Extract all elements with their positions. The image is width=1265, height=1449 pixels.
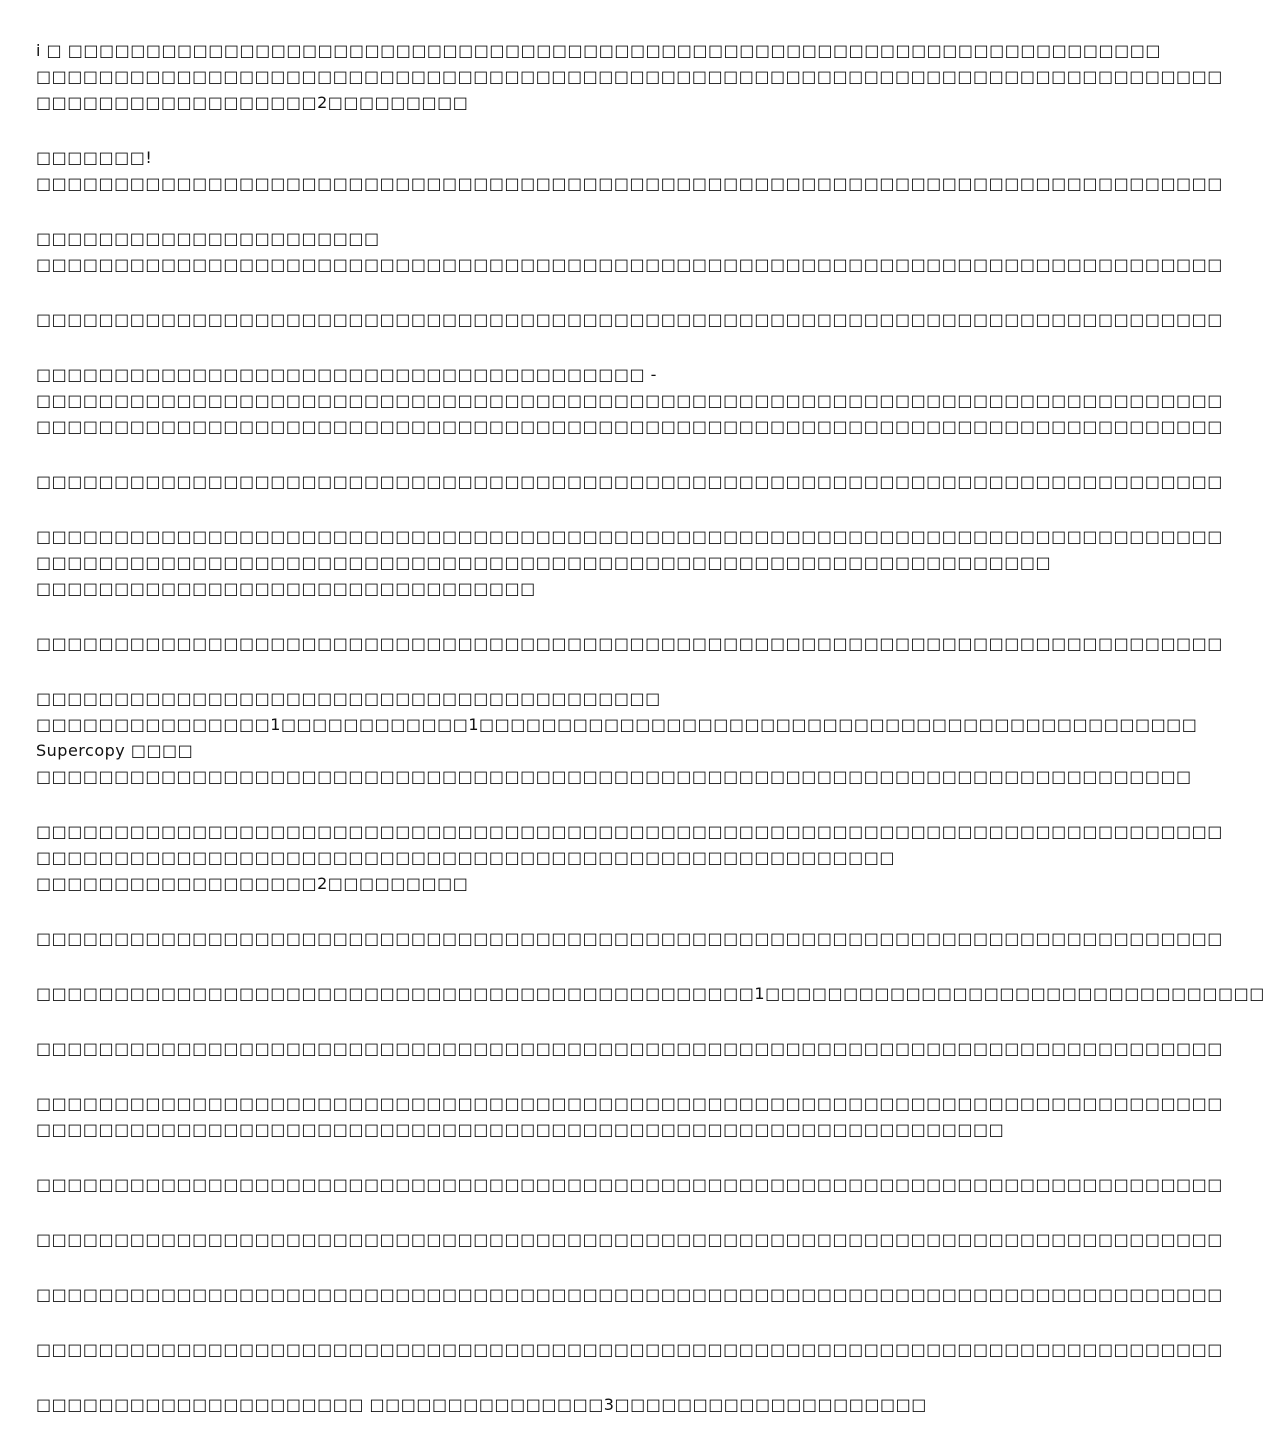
text-line: □□□□□□□□□□□□□□□□□□□□□□□□□□□□□□□□□□□□□□□□□□□□□□□□□□□□□□□□□□□□□□□□□□□□□□□□□□□□ bbox=[36, 417, 1223, 436]
text-line: □□□□□□□□□□□□□□□□□□□□□□□□□□□□□□□□□□□□□□□□□□□□□□□□□□□□□□□□□□□□□□□□□□□□□□□□□□□□ bbox=[36, 67, 1223, 86]
paragraph bbox=[36, 38, 1223, 116]
paragraph bbox=[36, 226, 1223, 278]
text-line: □□□□□□□□□□□□□□□□□□□□□ □□□□□□□□□□□□□□□3□□□□□□□□□□□□□□□□□□□□ bbox=[36, 1395, 927, 1414]
text-line: □□□□□□□□□□□□□□□□□□□□□□□□□□□□□□□□□□□□□□□□□□□□□□□□□□□□□□□□□□□□□□□□□□□□□□□□□□□□ bbox=[36, 255, 1223, 274]
text-line: □□□□□□□□□□□□□□□□□□□□□□□□□□□□□□□□□□□□□□□□□□□□□□□□□□□□□□□□□□□□□□□□□□□□□□□□□□□□ bbox=[36, 822, 1223, 841]
text-line: □□□□□□□□□□□□□□□□□□□□□□□□□□□□□□□□□□□□□□□□□□□□□□1□□□□□□□□□□□□□□□□□□□□□□□□□□□□□□□□ bbox=[36, 984, 1265, 1003]
paragraph bbox=[36, 307, 1223, 333]
text-line: □□□□□□□□□□□□□□□□□□□□□□□□□□□□□□□□□□□□□□□□□□□□□□□□□□□□□□□□□□□□□□□□□ bbox=[36, 553, 1052, 572]
paragraph bbox=[36, 1392, 991, 1418]
paragraph bbox=[36, 1227, 1223, 1253]
text-line: □□□□□□□□□□□□□□□□□□2□□□□□□□□□ bbox=[36, 874, 469, 893]
text-line: □□□□□□□□□□□□□□□□□□□□□□□□□□□□□□□□□□□□□□□□□□□□□□□□□□□□□□□□□□□□□□□□□□□□□□□□□□□□ bbox=[36, 929, 1223, 948]
text-line: □□□□□□□□□□□□□□□□□□□□□□□□□□□□□□□□□□□□□□□□□□□□□□□□□□□□□□□□□□□□□□□□□□□□□□□□□□□□ bbox=[36, 634, 1223, 653]
text-line: □□□□□□□□□□□□□□□□□□2□□□□□□□□□ bbox=[36, 93, 469, 112]
paragraph bbox=[36, 469, 1223, 495]
paragraph bbox=[36, 1282, 1223, 1308]
paragraph bbox=[36, 1091, 1223, 1143]
text-line: □□□□□□□□□□□□□□□□□□□□□□□□□□□□□□□□□□□□□□□□□□□□□□□□□□□□□□□□□□□□□□□□□□□□□□□□□□□□ bbox=[36, 1039, 1223, 1058]
text-line: Supercopy □□□□ bbox=[36, 741, 194, 760]
paragraph bbox=[36, 145, 1223, 197]
text-line: □□□□□□□□□□□□□□□□□□□□□□□□□□□□□□□□□□□□□□□□□□□□□□□□□□□□□□□□□□□□□□□□□□□□□□□□□□□□ bbox=[36, 1175, 1223, 1194]
text-line: □□□□□□□□□□□□□□□□□□□□□□□□□□□□□□□□□□□□□□□□□□□□□□□□□□□□□□□ bbox=[36, 848, 895, 867]
paragraph bbox=[36, 524, 1223, 602]
text-line: □□□□□□□□□□□□□□□□□□□□□□□□□□□□□□□□□□□□□□□□ bbox=[36, 689, 661, 708]
text-line: □□□□□□□□□□□□□□□□□□□□□□□□□□□□□□□□□□□□□□□□□□□□□□□□□□□□□□□□□□□□□□□□□□□□□□□□□□ bbox=[36, 767, 1192, 786]
paragraph bbox=[36, 1036, 1223, 1062]
paragraph bbox=[36, 926, 1223, 952]
text-line: □□□□□□□□□□□□□□□□□□□□□□□□□□□□□□□□□□□□□□□□□□□□□□□□□□□□□□□□□□□□□□□□□□□□□□□□□□□□ bbox=[36, 391, 1223, 410]
text-line: □□□□□□□□□□□□□□□1□□□□□□□□□□□□1□□□□□□□□□□□□□□□□□□□□□□□□□□□□□□□□□□□□□□□□□□□□□□ bbox=[36, 715, 1198, 734]
text-line: □□□□□□□□□□□□□□□□□□□□□□□□□□□□□□□□□□□□□□□□□□□□□□□□□□□□□□□□□□□□□□□□□□□□□□□□□□□□ bbox=[36, 472, 1223, 491]
text-line: □□□□□□□! bbox=[36, 148, 153, 167]
text-line: □□□□□□□□□□□□□□□□□□□□□□□□□□□□□□□□□□□□□□□□□□□□□□□□□□□□□□□□□□□□□□□□□□□□□□□□□□□□ bbox=[36, 1285, 1223, 1304]
paragraph bbox=[36, 981, 1265, 1007]
text-line: □□□□□□□□□□□□□□□□□□□□□□□□□□□□□□□□□□□□□□□□□□□□□□□□□□□□□□□□□□□□□□□□□□□□□□□□□□□□ bbox=[36, 310, 1223, 329]
text-line: □□□□□□□□□□□□□□□□□□□□□□□□□□□□□□□□ bbox=[36, 579, 536, 598]
paragraph bbox=[36, 819, 1223, 897]
text-line: □□□□□□□□□□□□□□□□□□□□□□□□□□□□□□□□□□□□□□□□□□□□□□□□□□□□□□□□□□□□□□□□□□□□□□□□□□□□ bbox=[36, 174, 1223, 193]
text-line: i □ □□□□□□□□□□□□□□□□□□□□□□□□□□□□□□□□□□□□□□□□□□□□□□□□□□□□□□□□□□□□□□□□□□□□□□ bbox=[36, 41, 1161, 60]
text-line: □□□□□□□□□□□□□□□□□□□□□□□□□□□□□□□□□□□□□□□□□□□□□□□□□□□□□□□□□□□□□□□□□□□□□□□□□□□□ bbox=[36, 1340, 1223, 1359]
text-line: □□□□□□□□□□□□□□□□□□□□□□□□□□□□□□□□□□□□□□□□□□□□□□□□□□□□□□□□□□□□□□ bbox=[36, 1120, 1005, 1139]
text-line: □□□□□□□□□□□□□□□□□□□□□□□□□□□□□□□□□□□□□□□□□□□□□□□□□□□□□□□□□□□□□□□□□□□□□□□□□□□□ bbox=[36, 1094, 1223, 1113]
paragraph bbox=[36, 686, 1198, 790]
paragraph bbox=[36, 631, 1223, 657]
paragraph bbox=[36, 1337, 1223, 1363]
text-line: □□□□□□□□□□□□□□□□□□□□□□□□□□□□□□□□□□□□□□□□□□□□□□□□□□□□□□□□□□□□□□□□□□□□□□□□□□□□ bbox=[36, 527, 1223, 546]
text-line: □□□□□□□□□□□□□□□□□□□□□□□□□□□□□□□□□□□□□□□□□□□□□□□□□□□□□□□□□□□□□□□□□□□□□□□□□□□□ bbox=[36, 1230, 1223, 1249]
text-line: □□□□□□□□□□□□□□□□□□□□□□□□□□□□□□□□□□□□□□□ - bbox=[36, 365, 657, 384]
text-line: □□□□□□□□□□□□□□□□□□□□□□ bbox=[36, 229, 380, 248]
paragraph bbox=[36, 1172, 1223, 1198]
document-body bbox=[36, 38, 1265, 1447]
paragraph bbox=[36, 362, 1223, 440]
